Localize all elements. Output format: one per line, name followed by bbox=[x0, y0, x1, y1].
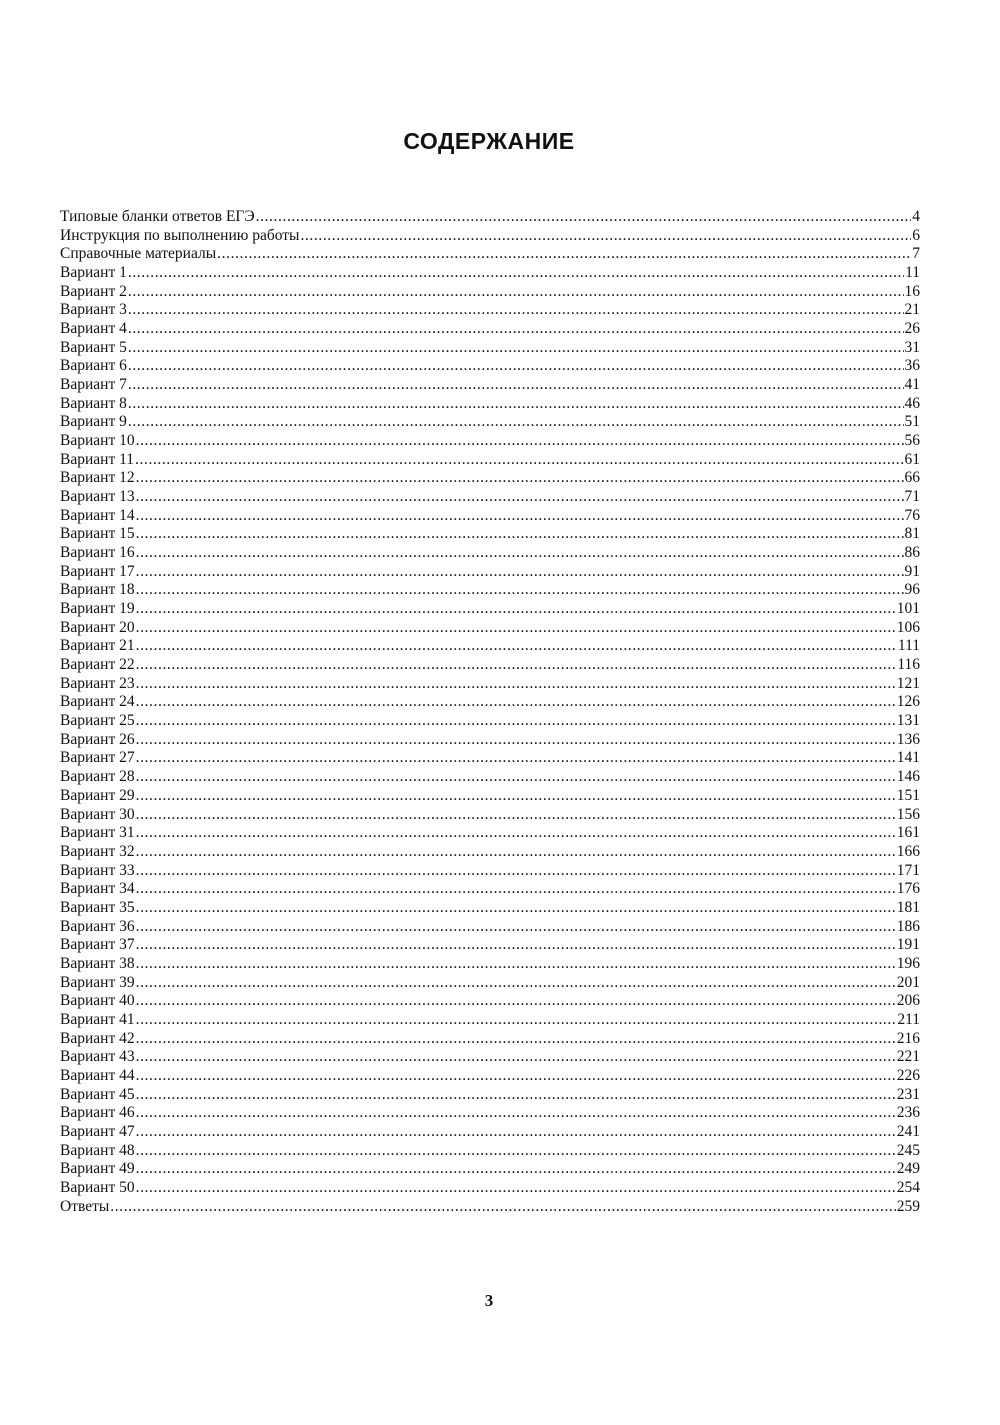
toc-entry-label: Вариант 7 bbox=[60, 376, 127, 394]
toc-entry bbox=[60, 955, 920, 974]
toc-leader-dots bbox=[136, 619, 896, 638]
toc-entry-page: 191 bbox=[896, 936, 920, 954]
toc-entry bbox=[60, 731, 920, 750]
toc-entry-page: 101 bbox=[896, 600, 920, 618]
toc-entry-label: Вариант 2 bbox=[60, 282, 127, 300]
toc-entry-label: Вариант 28 bbox=[60, 768, 135, 786]
toc-leader-dots bbox=[136, 1160, 896, 1179]
toc-entry-page: 36 bbox=[904, 357, 920, 375]
toc-entry-page: 11 bbox=[905, 264, 920, 282]
toc-entry-page: 51 bbox=[904, 413, 920, 431]
toc-leader-dots bbox=[136, 675, 896, 694]
toc-entry-label: Вариант 16 bbox=[60, 544, 135, 562]
toc-entry-label: Вариант 26 bbox=[60, 730, 135, 748]
toc-entry-page: 131 bbox=[896, 712, 920, 730]
toc-entry-label: Вариант 25 bbox=[60, 712, 135, 730]
toc-entry-label: Типовые бланки ответов ЕГЭ bbox=[60, 208, 255, 225]
toc-entry bbox=[60, 507, 920, 526]
toc-entry-label: Вариант 27 bbox=[60, 749, 135, 767]
toc-entry-page: 206 bbox=[896, 992, 920, 1010]
toc-entry-label: Вариант 10 bbox=[60, 432, 135, 450]
toc-entry bbox=[60, 974, 920, 993]
toc-entry-label: Вариант 46 bbox=[60, 1104, 135, 1122]
toc-entry-label: Вариант 12 bbox=[60, 469, 135, 487]
toc-leader-dots bbox=[135, 451, 903, 470]
toc-entry bbox=[60, 469, 920, 488]
toc-entry-label: Вариант 34 bbox=[60, 880, 135, 898]
toc-entry-label: Вариант 37 bbox=[60, 936, 135, 954]
toc-entry-label: Вариант 18 bbox=[60, 581, 135, 599]
toc-entry bbox=[60, 227, 920, 246]
toc-leader-dots bbox=[136, 469, 904, 488]
toc-entry-label: Вариант 11 bbox=[60, 450, 135, 468]
toc-leader-dots bbox=[136, 488, 904, 507]
page-number: 3 bbox=[484, 1291, 494, 1310]
toc-entry bbox=[60, 899, 920, 918]
toc-entry-label: Вариант 49 bbox=[60, 1160, 135, 1178]
toc-entry-page: 66 bbox=[904, 469, 920, 487]
toc-entry-label: Вариант 21 bbox=[60, 637, 135, 655]
toc-leader-dots bbox=[136, 955, 896, 974]
toc-leader-dots bbox=[128, 301, 904, 320]
toc-leader-dots bbox=[136, 918, 896, 937]
toc-entry-label: Вариант 47 bbox=[60, 1122, 135, 1140]
toc-entry-label: Вариант 39 bbox=[60, 973, 135, 991]
toc-entry bbox=[60, 936, 920, 955]
toc-entry-label: Вариант 42 bbox=[60, 1029, 135, 1047]
toc-entry-label: Вариант 43 bbox=[60, 1048, 135, 1066]
toc-leader-dots bbox=[136, 824, 896, 843]
toc-leader-dots bbox=[136, 1011, 897, 1030]
toc-entry bbox=[60, 1011, 920, 1030]
toc-entry bbox=[60, 1048, 920, 1067]
toc-leader-dots bbox=[136, 749, 896, 768]
toc-entry-label: Вариант 48 bbox=[60, 1141, 135, 1159]
toc-entry bbox=[60, 1030, 920, 1049]
toc-entry bbox=[60, 675, 920, 694]
toc-leader-dots bbox=[110, 1198, 895, 1217]
toc-leader-dots bbox=[136, 992, 896, 1011]
toc-entry bbox=[60, 1160, 920, 1179]
toc-entry-page: 245 bbox=[896, 1141, 920, 1159]
toc-entry-page: 126 bbox=[896, 693, 920, 711]
toc-entry-page: 71 bbox=[904, 488, 920, 506]
toc-entry-page: 136 bbox=[896, 730, 920, 748]
toc-entry-page: 76 bbox=[904, 506, 920, 524]
toc-leader-dots bbox=[128, 376, 904, 395]
toc-entry-page: 111 bbox=[897, 637, 920, 655]
toc-leader-dots bbox=[136, 787, 896, 806]
toc-entry bbox=[60, 525, 920, 544]
toc-entry-page: 26 bbox=[904, 320, 920, 338]
toc-entry-page: 249 bbox=[896, 1160, 920, 1178]
toc-entry-label: Вариант 29 bbox=[60, 786, 135, 804]
toc-entry bbox=[60, 357, 920, 376]
toc-entry bbox=[60, 787, 920, 806]
toc-entry-label: Вариант 22 bbox=[60, 656, 135, 674]
toc-entry-label: Вариант 1 bbox=[60, 264, 127, 282]
toc-entry bbox=[60, 1179, 920, 1198]
toc-entry-page: 221 bbox=[896, 1048, 920, 1066]
toc-entry bbox=[60, 1067, 920, 1086]
toc-entry bbox=[60, 600, 920, 619]
toc-leader-dots bbox=[136, 936, 896, 955]
toc-entry-label: Вариант 6 bbox=[60, 357, 127, 375]
toc-entry bbox=[60, 637, 920, 656]
toc-entry-page: 181 bbox=[896, 898, 920, 916]
toc-entry-page: 211 bbox=[897, 1010, 920, 1028]
toc-entry-page: 116 bbox=[897, 656, 920, 674]
toc-entry-label: Вариант 9 bbox=[60, 413, 127, 431]
toc-entry-label: Вариант 24 bbox=[60, 693, 135, 711]
toc-entry bbox=[60, 843, 920, 862]
toc-entry-label: Вариант 4 bbox=[60, 320, 127, 338]
toc-leader-dots bbox=[136, 1067, 896, 1086]
table-of-contents bbox=[60, 208, 920, 1216]
toc-leader-dots bbox=[136, 656, 897, 675]
toc-leader-dots bbox=[136, 862, 896, 881]
toc-entry bbox=[60, 208, 920, 227]
toc-entry-label: Вариант 31 bbox=[60, 824, 135, 842]
toc-entry-page: 31 bbox=[904, 338, 920, 356]
toc-leader-dots bbox=[136, 507, 904, 526]
toc-entry bbox=[60, 806, 920, 825]
toc-entry-label: Вариант 17 bbox=[60, 562, 135, 580]
toc-entry-page: 176 bbox=[896, 880, 920, 898]
toc-entry-label: Вариант 41 bbox=[60, 1010, 135, 1028]
toc-leader-dots bbox=[136, 525, 904, 544]
toc-entry bbox=[60, 245, 920, 264]
toc-entry-page: 146 bbox=[896, 768, 920, 786]
toc-leader-dots bbox=[136, 544, 904, 563]
toc-entry-page: 254 bbox=[896, 1178, 920, 1196]
toc-entry-page: 106 bbox=[896, 618, 920, 636]
toc-leader-dots bbox=[136, 731, 896, 750]
page-title: СОДЕРЖАНИЕ bbox=[403, 128, 575, 154]
toc-entry-label: Вариант 38 bbox=[60, 954, 135, 972]
toc-entry-page: 151 bbox=[896, 786, 920, 804]
toc-entry bbox=[60, 992, 920, 1011]
toc-entry-label: Вариант 20 bbox=[60, 618, 135, 636]
toc-entry-label: Вариант 13 bbox=[60, 488, 135, 506]
toc-entry-page: 236 bbox=[896, 1104, 920, 1122]
toc-entry bbox=[60, 581, 920, 600]
toc-entry bbox=[60, 619, 920, 638]
toc-entry bbox=[60, 693, 920, 712]
toc-entry bbox=[60, 563, 920, 582]
toc-entry-page: 161 bbox=[896, 824, 920, 842]
toc-entry-label: Вариант 19 bbox=[60, 600, 135, 618]
toc-leader-dots bbox=[136, 563, 904, 582]
toc-entry-page: 41 bbox=[904, 376, 920, 394]
toc-entry-page: 186 bbox=[896, 917, 920, 935]
toc-entry-page: 156 bbox=[896, 805, 920, 823]
toc-entry-page: 259 bbox=[896, 1197, 920, 1215]
toc-entry-page: 96 bbox=[904, 581, 920, 599]
toc-leader-dots bbox=[136, 1086, 896, 1105]
toc-leader-dots bbox=[136, 637, 897, 656]
toc-entry bbox=[60, 432, 920, 451]
toc-entry-label: Вариант 5 bbox=[60, 338, 127, 356]
toc-entry-label: Вариант 35 bbox=[60, 898, 135, 916]
toc-leader-dots bbox=[136, 600, 896, 619]
toc-entry bbox=[60, 544, 920, 563]
toc-entry-page: 166 bbox=[896, 842, 920, 860]
toc-entry bbox=[60, 1123, 920, 1142]
toc-entry-label: Вариант 14 bbox=[60, 506, 135, 524]
toc-leader-dots bbox=[136, 432, 904, 451]
toc-entry-page: 46 bbox=[904, 394, 920, 412]
toc-entry-page: 6 bbox=[912, 226, 920, 244]
toc-entry bbox=[60, 768, 920, 787]
toc-entry-label: Вариант 33 bbox=[60, 861, 135, 879]
toc-leader-dots bbox=[136, 712, 896, 731]
toc-entry bbox=[60, 712, 920, 731]
toc-entry bbox=[60, 880, 920, 899]
toc-entry-page: 171 bbox=[896, 861, 920, 879]
toc-entry-page: 226 bbox=[896, 1066, 920, 1084]
toc-entry bbox=[60, 413, 920, 432]
toc-leader-dots bbox=[136, 1048, 896, 1067]
toc-leader-dots bbox=[136, 899, 896, 918]
toc-entry-page: 86 bbox=[904, 544, 920, 562]
toc-leader-dots bbox=[136, 1030, 896, 1049]
toc-entry-label: Вариант 23 bbox=[60, 674, 135, 692]
toc-entry-label: Вариант 8 bbox=[60, 394, 127, 412]
toc-leader-dots bbox=[136, 768, 896, 787]
toc-entry bbox=[60, 918, 920, 937]
toc-entry-label: Вариант 50 bbox=[60, 1178, 135, 1196]
toc-entry-label: Справочные материалы bbox=[60, 245, 217, 263]
toc-entry bbox=[60, 376, 920, 395]
toc-entry-page: 21 bbox=[904, 301, 920, 319]
toc-entry-label: Вариант 40 bbox=[60, 992, 135, 1010]
toc-entry bbox=[60, 824, 920, 843]
toc-entry bbox=[60, 1142, 920, 1161]
toc-entry-label: Ответы bbox=[60, 1197, 110, 1215]
toc-leader-dots bbox=[128, 283, 904, 302]
toc-entry-label: Вариант 36 bbox=[60, 917, 135, 935]
toc-entry-label: Вариант 30 bbox=[60, 805, 135, 823]
toc-entry bbox=[60, 320, 920, 339]
toc-entry-page: 91 bbox=[904, 562, 920, 580]
toc-entry bbox=[60, 1086, 920, 1105]
toc-entry-page: 16 bbox=[904, 282, 920, 300]
toc-entry-page: 201 bbox=[896, 973, 920, 991]
toc-entry bbox=[60, 862, 920, 881]
toc-leader-dots bbox=[128, 357, 904, 376]
toc-entry-label: Вариант 32 bbox=[60, 842, 135, 860]
toc-leader-dots bbox=[136, 1142, 896, 1161]
toc-entry-label: Вариант 45 bbox=[60, 1085, 135, 1103]
toc-leader-dots bbox=[128, 395, 904, 414]
toc-leader-dots bbox=[136, 974, 896, 993]
toc-entry bbox=[60, 488, 920, 507]
toc-entry-page: 81 bbox=[904, 525, 920, 543]
toc-entry-page: 216 bbox=[896, 1029, 920, 1047]
toc-entry-page: 4 bbox=[912, 208, 920, 225]
toc-leader-dots bbox=[217, 245, 911, 264]
toc-entry-page: 141 bbox=[896, 749, 920, 767]
toc-entry bbox=[60, 1198, 920, 1217]
toc-entry-page: 231 bbox=[896, 1085, 920, 1103]
toc-entry bbox=[60, 656, 920, 675]
toc-leader-dots bbox=[136, 1179, 896, 1198]
toc-entry bbox=[60, 264, 920, 283]
toc-leader-dots bbox=[256, 208, 912, 227]
toc-entry-label: Вариант 44 bbox=[60, 1066, 135, 1084]
toc-leader-dots bbox=[136, 1123, 896, 1142]
toc-leader-dots bbox=[136, 843, 896, 862]
toc-entry-page: 121 bbox=[896, 674, 920, 692]
toc-entry-page: 7 bbox=[912, 245, 920, 263]
toc-entry bbox=[60, 749, 920, 768]
toc-entry bbox=[60, 451, 920, 470]
toc-leader-dots bbox=[136, 1104, 896, 1123]
toc-leader-dots bbox=[136, 693, 896, 712]
toc-entry-page: 196 bbox=[896, 954, 920, 972]
toc-entry-label: Инструкция по выполнению работы bbox=[60, 226, 300, 244]
toc-leader-dots bbox=[136, 880, 896, 899]
toc-entry-page: 241 bbox=[896, 1122, 920, 1140]
toc-entry-page: 56 bbox=[904, 432, 920, 450]
toc-entry-label: Вариант 3 bbox=[60, 301, 127, 319]
toc-leader-dots bbox=[128, 339, 904, 358]
toc-entry bbox=[60, 339, 920, 358]
toc-leader-dots bbox=[128, 413, 904, 432]
toc-entry bbox=[60, 395, 920, 414]
toc-leader-dots bbox=[136, 806, 896, 825]
toc-leader-dots bbox=[128, 320, 904, 339]
toc-leader-dots bbox=[128, 264, 904, 283]
toc-entry bbox=[60, 283, 920, 302]
toc-entry-label: Вариант 15 bbox=[60, 525, 135, 543]
toc-entry-page: 61 bbox=[904, 450, 920, 468]
toc-entry bbox=[60, 1104, 920, 1123]
toc-leader-dots bbox=[300, 227, 911, 246]
toc-leader-dots bbox=[136, 581, 904, 600]
toc-entry bbox=[60, 301, 920, 320]
